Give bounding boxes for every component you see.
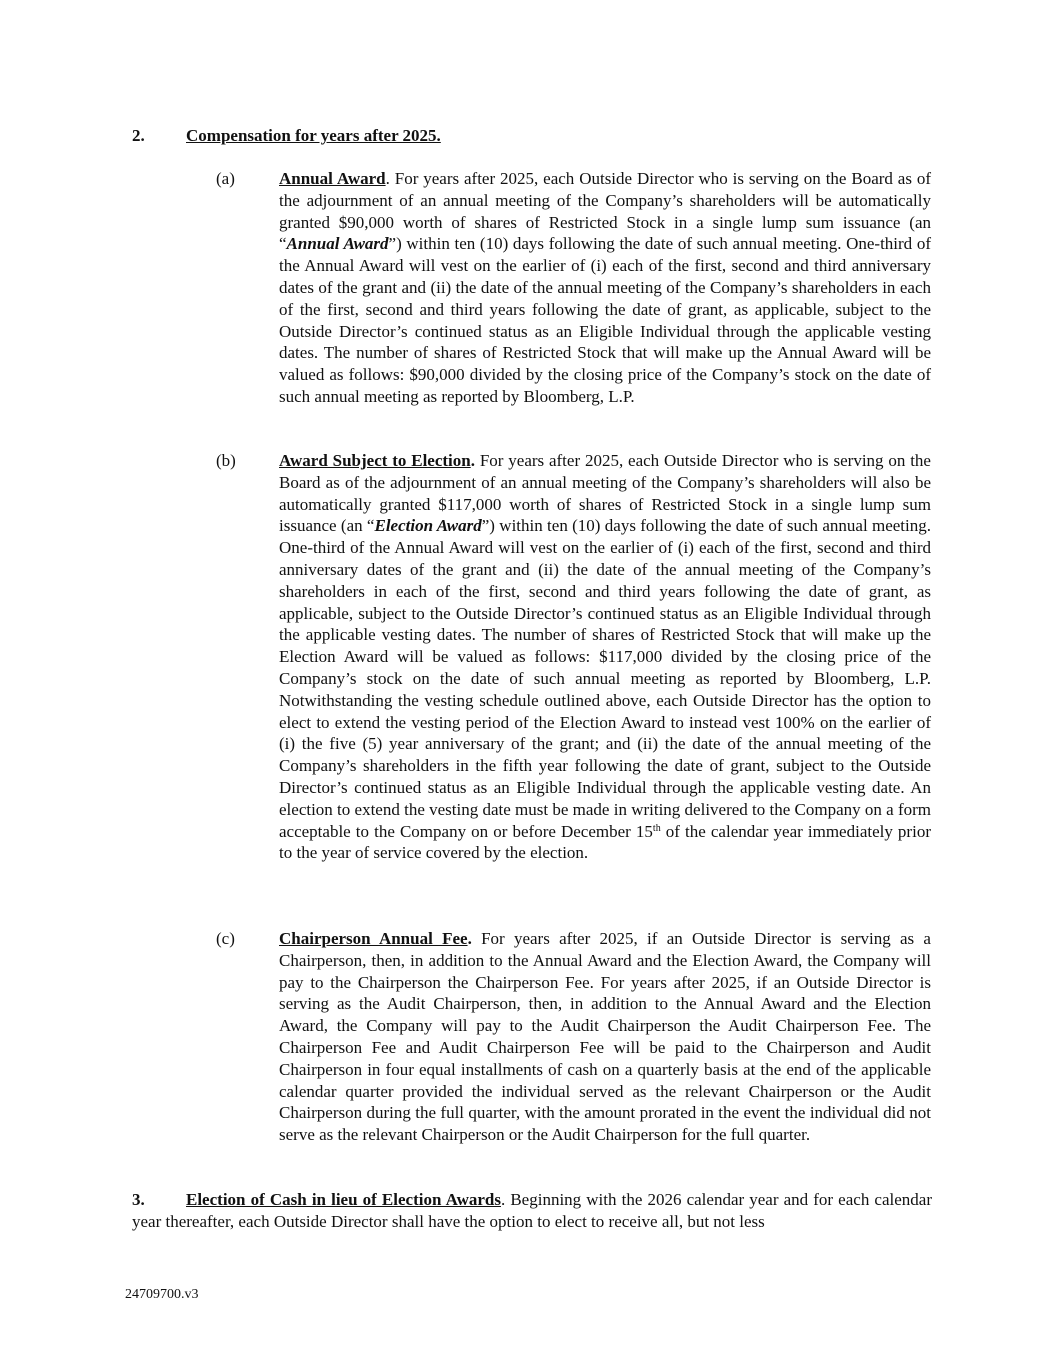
- paragraph-body: [279, 168, 931, 408]
- paragraph-text: For years after 2025, each Outside Director who is serving on the Board as of the adjournment of an annual meeting of the Company’s shareholders will also be automatically granted $117,000 worth of shares of Restricted Stock in a single lump sum issuance (an “: [279, 451, 931, 536]
- paragraph-heading: Award Subject to Election: [279, 451, 471, 470]
- section-title: Compensation for years after 2025.: [186, 126, 441, 145]
- defined-term: Election Award: [374, 516, 482, 536]
- section-number: 2.: [132, 126, 145, 145]
- heading-punctuation: .: [470, 451, 475, 470]
- section-3: [132, 1189, 932, 1233]
- paragraph-body: [279, 450, 931, 864]
- heading-punctuation: .: [467, 929, 472, 948]
- paragraph-body: [279, 928, 931, 1146]
- section-text: . Beginning with the 2026 calendar year and for each calendar year thereafter, each Outside Director shall have the option to elect to receive all, but not less: [132, 1190, 932, 1231]
- section-title: Election of Cash in lieu of Election Awards: [186, 1190, 501, 1209]
- paragraph-text: For years after 2025, if an Outside Director is serving as a Chairperson, then, in addition to the Annual Award and the Election Award, the Company will pay to the Chairperson the Chairperson Fee. For years after 2025, if an Outside Director is serving as the Audit Chairperson, then, in addition to the Annual Award and the Election Award, the Company will pay to the Audit Chairperson the Audit Chairperson Fee. The Chairperson Fee and Audit Chairperson Fee will be paid to the Chairperson and Audit Chairperson in four equal installments of cash on a quarterly basis at the end of the applicable calendar quarter provided the individual served as the relevant Chairperson or the Audit Chairperson during the full quarter, with the amount prorated in the event the individual did not serve as the relevant Chairperson or the Audit Chairperson for the full quarter.: [279, 929, 931, 1145]
- paragraph-heading: Chairperson Annual Fee: [279, 929, 468, 948]
- paragraph-heading: Annual Award: [279, 169, 386, 188]
- document-id-footer: 24709700.v3: [125, 1287, 199, 1302]
- paragraph-b: [216, 450, 932, 864]
- paragraph-a: [216, 168, 932, 408]
- section-2-heading: [132, 126, 441, 146]
- defined-term: Annual Award: [286, 234, 389, 254]
- ordinal-suffix: th: [652, 822, 661, 834]
- paragraph-text: . For years after 2025, each Outside Director who is serving on the Board as of the adjournment of an annual meeting of the Company’s shareholders will be automatically granted $90,000 worth of shares of Restricted Stock in a single lump sum issuance (an “: [279, 169, 931, 254]
- paragraph-marker: (a): [216, 169, 235, 188]
- paragraph-marker: (b): [216, 451, 236, 470]
- paragraph-text: ”) within ten (10) days following the date of such annual meeting. One-third of the Annual Award will vest on the earlier of (i) each of the first, second and third anniversary dates of the grant and (ii) the date of the annual meeting of the Company’s shareholders in each of the first, second and third years following the date of grant, as applicable, subject to the Outside Director’s continued status as an Eligible Individual through the applicable vesting dates. The number of shares of Restricted Stock that will make up the Election Award will be valued as follows: $117,000 divided by the closing price of the Company’s stock on the date of such annual meeting as reported by Bloomberg, L.P. Notwithstanding the vesting schedule outlined above, each Outside Director has the option to elect to extend the vesting period of the Election Award to instead vest 100% on the earlier of (i) the five (5) year anniversary of the grant; and (ii) the date of the annual meeting of the Company’s shareholders in the fifth year following the date of grant, subject to the Outside Director’s continued status as an Eligible Individual through the applicable vesting date. An election to extend the vesting date must be made in writing delivered to the Company on a form acceptable to the Company on or before December 15: [279, 516, 931, 841]
- paragraph-marker: (c): [216, 929, 235, 948]
- paragraph-text: of the calendar year immediately prior to the year of service covered by the election.: [279, 821, 931, 863]
- paragraph-text: ”) within ten (10) days following the date of such annual meeting. One-third of the Annual Award will vest on the earlier of (i) each of the first, second and third anniversary dates of the grant and (ii) the date of the annual meeting of the Company’s shareholders in each of the first, second and third years following the date of grant, as applicable, subject to the Outside Director’s continued status as an Eligible Individual through the applicable vesting dates. The number of shares of Restricted Stock that will make up the Annual Award will be valued as follows: $90,000 divided by the closing price of the Company’s stock on the date of such annual meeting as reported by Bloomberg, L.P.: [279, 234, 931, 406]
- paragraph-c: [216, 928, 932, 1146]
- section-number: 3.: [132, 1190, 145, 1209]
